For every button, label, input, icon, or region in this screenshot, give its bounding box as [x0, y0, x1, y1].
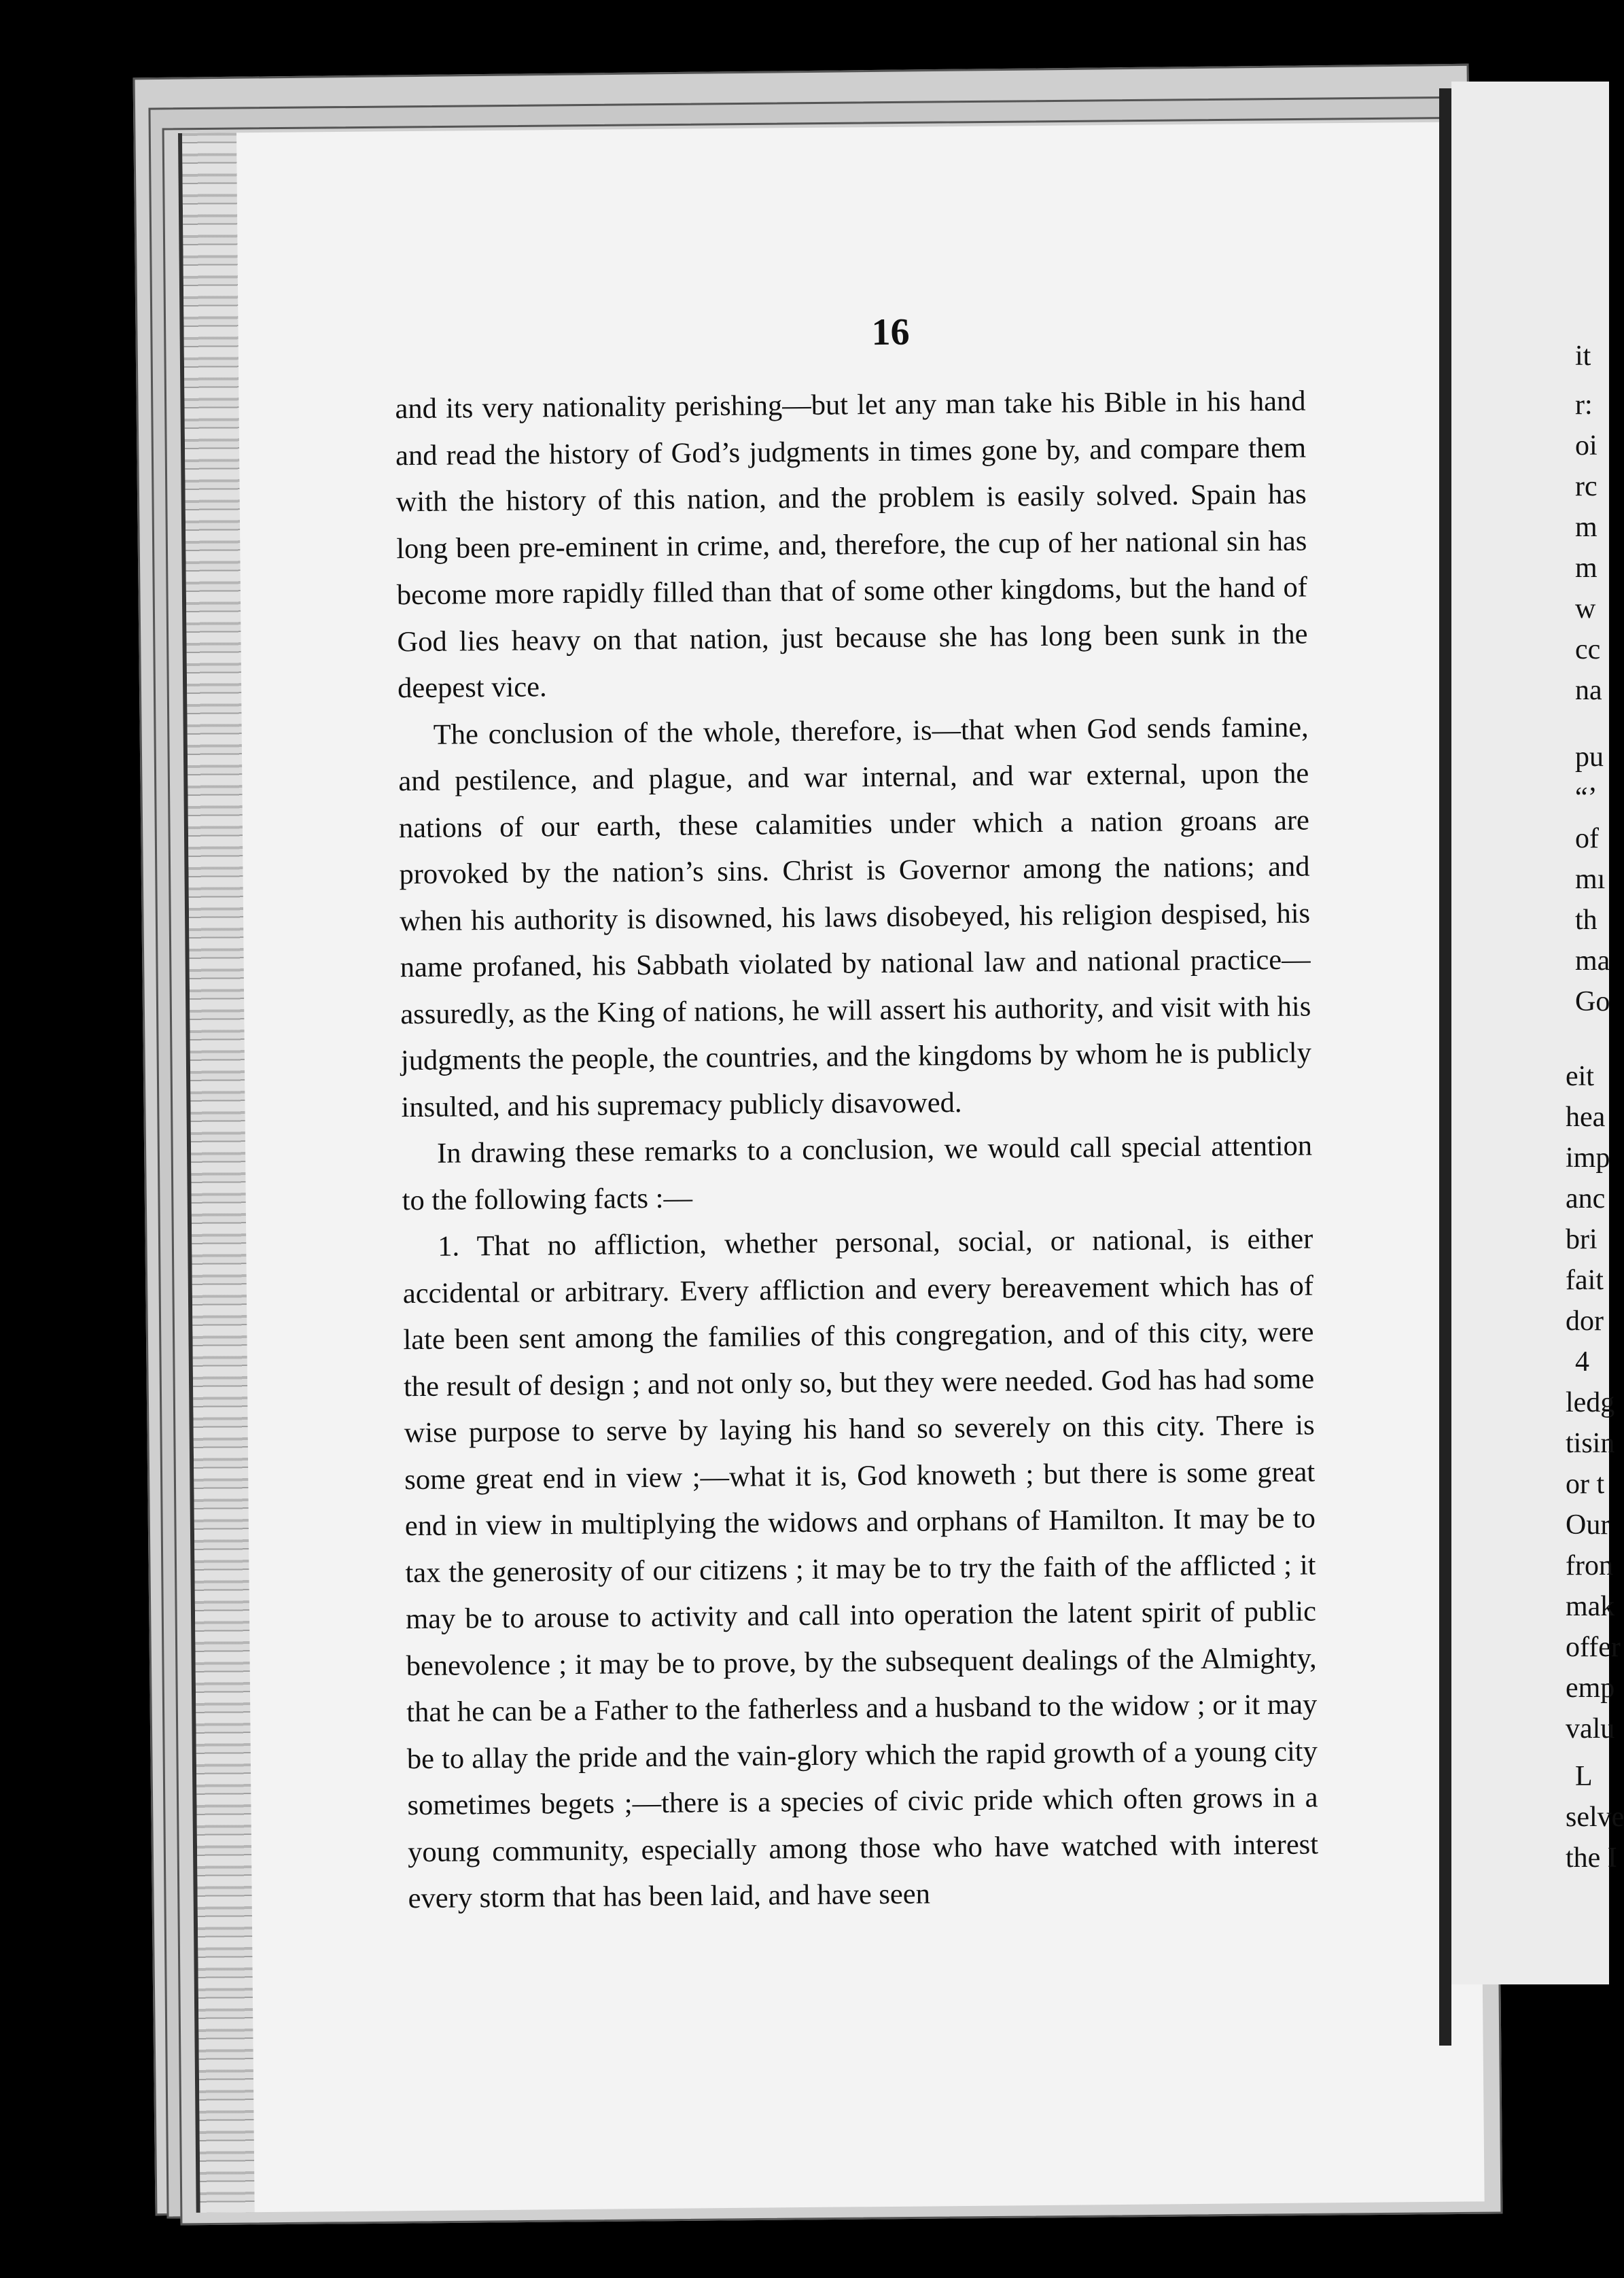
facing-page-fragment: fait	[1566, 1265, 1604, 1296]
facing-page-fragment: oi	[1575, 430, 1597, 461]
facing-page-fragment: ledg	[1566, 1387, 1615, 1418]
facing-page-fragment: anc	[1566, 1183, 1606, 1214]
facing-page-fragment: it	[1575, 340, 1591, 372]
facing-page-fragment: r:	[1575, 389, 1593, 421]
facing-page-fragment: offer	[1566, 1632, 1621, 1663]
paragraph: In drawing these remarks to a conclusion, we would call special attention to the following facts :—	[402, 1129, 1313, 1216]
facing-page-fragment: tisin	[1566, 1428, 1615, 1459]
facing-page-fragment: cc	[1575, 634, 1601, 665]
facing-page-fragment: 4	[1575, 1346, 1589, 1378]
page-stack-edge	[182, 133, 255, 2213]
facing-page-fragment: of	[1575, 823, 1599, 854]
facing-page-fragment: na	[1575, 675, 1602, 706]
facing-page-fragment: ma	[1575, 945, 1610, 977]
gutter-shadow	[1439, 88, 1451, 2046]
facing-page-fragment: L	[1575, 1761, 1593, 1792]
facing-page-fragment: rc	[1575, 471, 1597, 502]
facing-page-fragment: Go	[1575, 986, 1610, 1017]
page-number: 16	[871, 311, 910, 354]
facing-page-fragment: w	[1575, 593, 1596, 625]
book-page	[178, 122, 1485, 2212]
facing-page-fragment: fron	[1566, 1550, 1613, 1581]
facing-page-fragment: th	[1575, 905, 1597, 936]
facing-page-fragment: m	[1575, 553, 1597, 584]
facing-page-fragment: selve	[1566, 1802, 1624, 1833]
facing-page-fragment: mı	[1575, 864, 1606, 895]
body-text	[395, 379, 1319, 1923]
facing-page-fragment: eit	[1566, 1061, 1594, 1092]
facing-page-fragment: or t	[1566, 1469, 1605, 1500]
paragraph: The conclusion of the whole, therefore, is—that when God sends famine, and pestilence, and plague, and war internal, and war external, upon the nations of our earth, these calamities under which a nation groans are provoked by the nation’s sins. Christ is Governor among the nations; and when his authority is disowned, his laws disobeyed, his religion despised, his name profaned, his Sabbath violated by national law and national practice—assuredly, as the King of nations, he will assert his authority, and visit with his judgments the people, the countries, and the kingdoms by whom he is publicly insulted, and his supremacy publicly disavowed.	[398, 711, 1312, 1123]
facing-page-fragment: m	[1575, 512, 1597, 543]
facing-page-fragment: Our	[1566, 1509, 1610, 1541]
facing-page-fragment: valu	[1566, 1713, 1615, 1745]
facing-page-fragment: mak	[1566, 1591, 1615, 1622]
facing-page-fragment: hea	[1566, 1102, 1606, 1133]
facing-page-fragment: the I	[1566, 1842, 1617, 1874]
facing-page-fragment: emp	[1566, 1672, 1615, 1704]
facing-page-fragment: “’	[1575, 782, 1597, 813]
facing-page-fragment: imp	[1566, 1142, 1610, 1174]
facing-page-fragment: dor	[1566, 1306, 1604, 1337]
paragraph: 1. That no affliction, whether personal, social, or national, is either accidental or arbitrary. Every affliction and every bereavement which has of late been sent among the families of this congregation, and of this city, were the result of design ; and not only so, but they were needed. God has had some wise purpose to serve by laying his hand so severely on this city. There is some great end in view ;—what it is, God knoweth ; but there is some great end in view in multiplying the widows and orphans of Hamilton. It may be to tax the generosity of our citizens ; it may be to try the faith of the afflicted ; it may be to arouse to activity and call into operation the latent spirit of public benevolence ; it may be to prove, by the subsequent dealings of the Almighty, that he can be a Father to the fatherless and a husband to the widow ; or it may be to allay the pride and the vain-glory which the rapid growth of a young city sometimes begets ;—there is a species of civic pride which often grows in a young community, especially among those who have watched with interest every storm that has been laid, and have seen	[402, 1223, 1319, 1915]
facing-page-fragment: pu	[1575, 741, 1604, 773]
facing-page-fragment: bri	[1566, 1224, 1597, 1255]
paragraph: and its very nationality perishing—but let any man take his Bible in his hand and read the history of God’s judgments in times gone by, and compare them with the history of this nation, and the problem is easily solved. Spain has long been pre-eminent in crime, and, therefore, the cup of her national sin has become more rapidly filled than that of some other kingdoms, but the hand of God lies heavy on that nation, just because she has long been sunk in the deepest vice.	[395, 385, 1308, 705]
